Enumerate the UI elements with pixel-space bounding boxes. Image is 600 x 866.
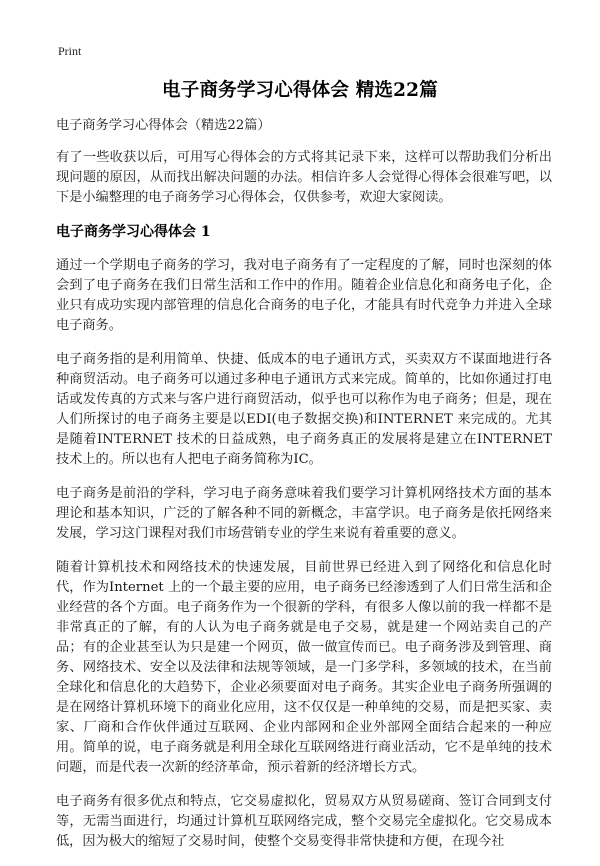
print-label[interactable]: Print [58, 44, 82, 58]
body-paragraph: 电子商务指的是利用简单、快捷、低成本的电子通讯方式，买卖双方不谋面地进行各种商贸活动。电子商务可以通过多种电子通讯方式来完成。简单的，比如你通过打电话或发传真的方式来与客户进行商贸活动，似乎也可以称作为电子商务；但是，现在人们所探讨的电子商务主要是以EDI(电子数据交换)和INTERNET 来完成的。尤其是随着INTERNET 技术的日益成熟，电子商务真正的发展将是建立在INTERNET 技术上的。所以也有人把电子商务简称为IC。 [56, 352, 552, 467]
body-paragraph: 电子商务有很多优点和特点，它交易虚拟化，贸易双方从贸易磋商、签订合同到支付等，无需当面进行，均通过计算机互联网络完成，整个交易完全虚拟化。它交易成本低，因为极大的缩短了交易时间，使整个交易变得非常快捷和方便，在现今社 [56, 794, 552, 849]
body-paragraph: 通过一个学期电子商务的学习，我对电子商务有了一定程度的了解，同时也深刻的体会到了电子商务在我们日常生活和工作中的作用。随着企业信息化和商务电子化，企业只有成功实现内部管理的信息化合商务的电子化，才能具有时代竞争力并进入全球电子商务。 [56, 258, 552, 333]
document-body [56, 116, 552, 866]
body-paragraph: 随着计算机技术和网络技术的快速发展，目前世界已经进入到了网络化和信息化时代，作为Internet 上的一个最主要的应用，电子商务已经渗透到了人们日常生活和企业经营的各个方面。电子商务作为一个很新的学科，有很多人像以前的我一样都不是非常真正的了解，有的人认为电子商务就是电子交易，就是建一个网站卖自己的产品；有的企业甚至认为只是建一个网页，做一做宣传而已。电子商务涉及到管理、商务、网络技术、安全以及法律和法规等领域，是一门多学科，多领域的技术，在当前全球化和信息化的大趋势下，企业必须要面对电子商务。其实企业电子商务所强调的是在网络计算机环境下的商业化应用，这不仅仅是一种单纯的交易，而是把买家、卖家、厂商和合作伙伴通过互联网、企业内部网和企业外部网全面结合起来的一种应用。简单的说，电子商务就是利用全球化互联网络进行商业活动，它不是单纯的技术问题，而是代表一次新的经济革命，预示着新的经济增长方式。 [56, 560, 552, 775]
document-subtitle: 电子商务学习心得体会（精选22篇） [56, 118, 271, 133]
body-paragraph: 电子商务是前沿的学科，学习电子商务意味着我们要学习计算机网络技术方面的基本理论和基本知识，广泛的了解各种不同的新概念，丰富学识。电子商务是依托网络来发展，学习这门课程对我们市场营销专业的学生来说有着重要的意义。 [56, 486, 552, 541]
section-heading: 电子商务学习心得体会 1 [56, 224, 211, 240]
intro-paragraph: 有了一些收获以后，可用写心得体会的方式将其记录下来，这样可以帮助我们分析出现问题的原因，从而找出解决问题的办法。相信许多人会觉得心得体会很难写吧，以下是小编整理的电子商务学习心得体会，仅供参考，欢迎大家阅读。 [56, 150, 552, 205]
document-title: 电子商务学习心得体会 精选22篇 [162, 80, 438, 101]
